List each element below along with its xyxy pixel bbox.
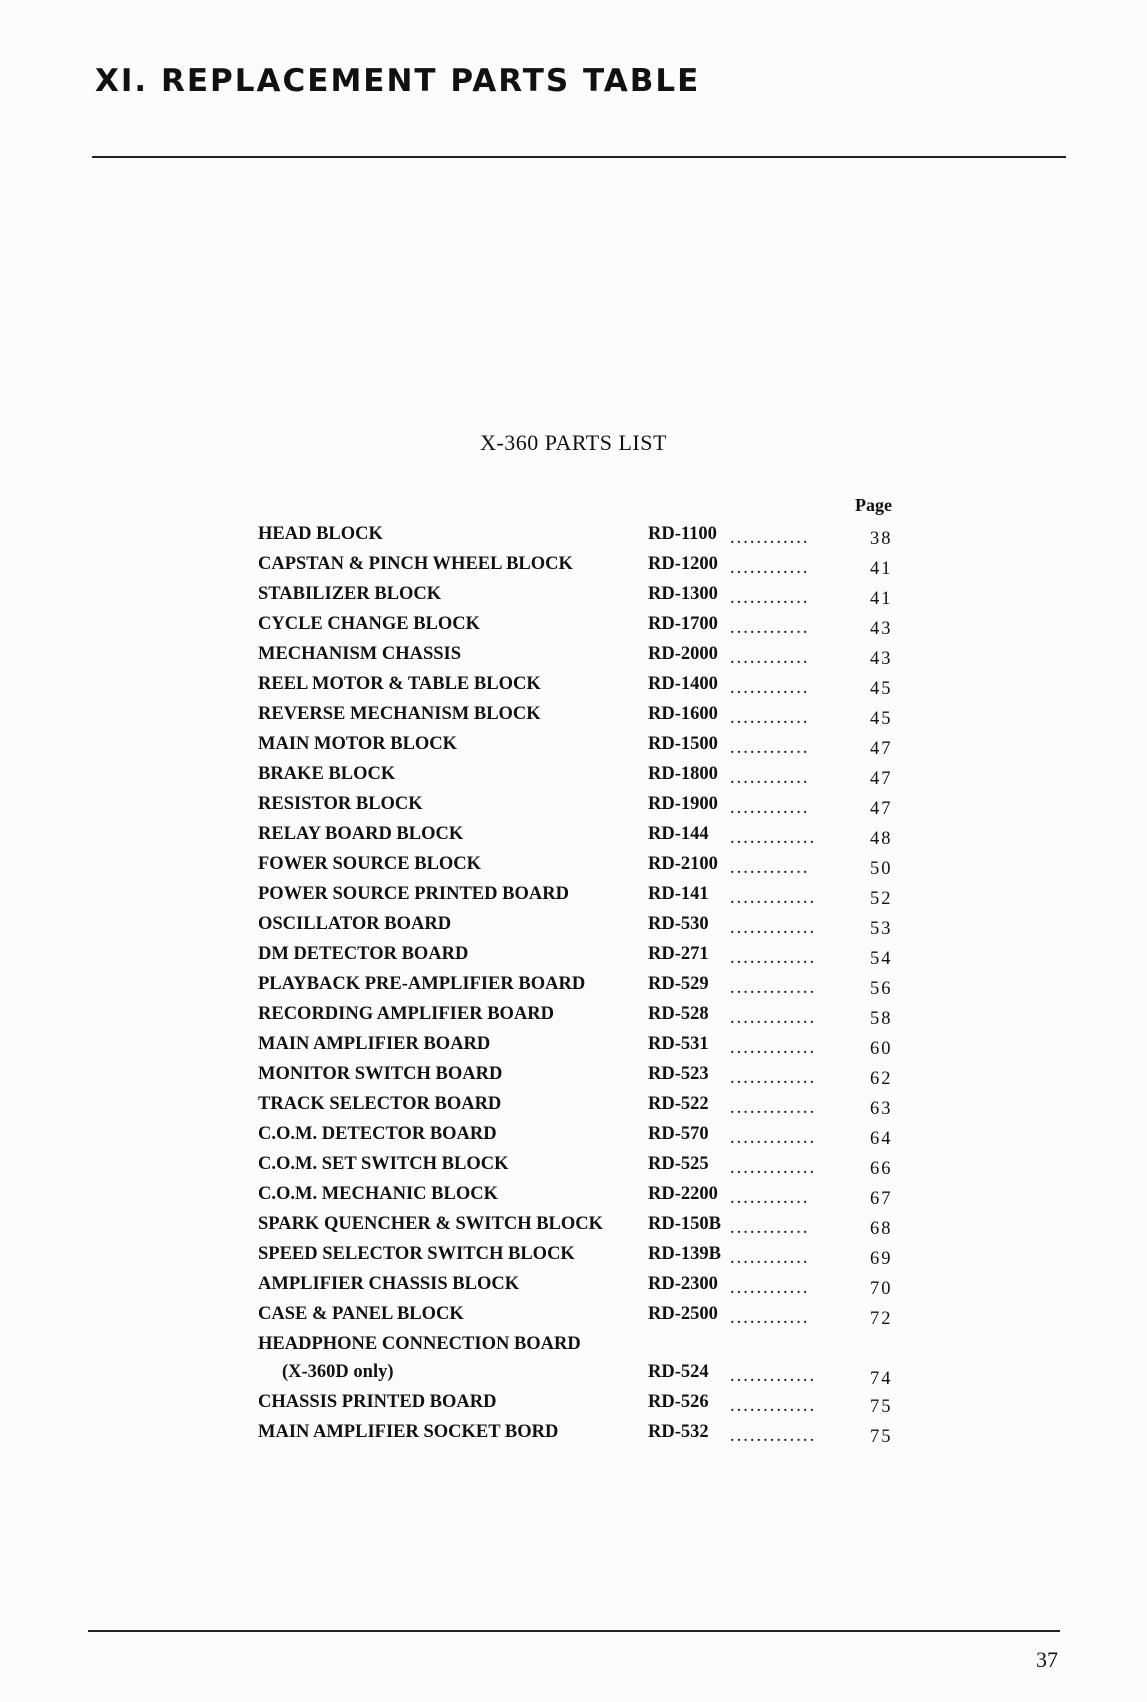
part-name: REVERSE MECHANISM BLOCK: [258, 704, 541, 724]
parts-row: [258, 584, 898, 614]
part-name: HEADPHONE CONNECTION BOARD: [258, 1334, 581, 1354]
part-code: RD-2500: [648, 1304, 718, 1324]
parts-row: [258, 734, 898, 764]
heading-divider: [92, 156, 1066, 158]
part-page: 38: [870, 529, 893, 549]
dot-leader: .............: [730, 1396, 817, 1416]
part-page: 53: [870, 919, 893, 939]
part-code: RD-1500: [648, 734, 718, 754]
parts-list-title: X-360 PARTS LIST: [480, 430, 667, 455]
part-name: MECHANISM CHASSIS: [258, 644, 462, 664]
part-name: CHASSIS PRINTED BOARD: [258, 1392, 497, 1412]
part-code: RD-1900: [648, 794, 718, 814]
part-code: RD-2100: [648, 854, 718, 874]
part-page: 58: [870, 1009, 893, 1029]
part-name: OSCILLATOR BOARD: [258, 914, 452, 934]
part-page: 66: [870, 1159, 893, 1179]
part-code: RD-523: [648, 1064, 709, 1084]
part-code: RD-1300: [648, 584, 718, 604]
dot-leader: .............: [730, 1008, 817, 1028]
dot-leader: .............: [730, 1098, 817, 1118]
parts-row: [258, 1214, 898, 1244]
part-name: PLAYBACK PRE-AMPLIFIER BOARD: [258, 974, 586, 994]
dot-leader: .............: [730, 1038, 817, 1058]
dot-leader: ............: [730, 678, 810, 698]
dot-leader: ............: [730, 1308, 810, 1328]
part-name: CASE & PANEL BLOCK: [258, 1304, 464, 1324]
part-code: RD-531: [648, 1034, 709, 1054]
part-code: RD-1100: [648, 524, 717, 544]
part-code: RD-1700: [648, 614, 718, 634]
parts-row: [258, 794, 898, 824]
part-name: POWER SOURCE PRINTED BOARD: [258, 884, 569, 904]
parts-row: [258, 1034, 898, 1064]
dot-leader: ............: [730, 708, 810, 728]
part-code: RD-1200: [648, 554, 718, 574]
parts-row: [258, 764, 898, 794]
part-code: RD-522: [648, 1094, 709, 1114]
dot-leader: ............: [730, 1218, 810, 1238]
part-name: DM DETECTOR BOARD: [258, 944, 469, 964]
parts-row: [258, 614, 898, 644]
part-code: RD-532: [648, 1422, 709, 1442]
part-page: 64: [870, 1129, 893, 1149]
part-name: CYCLE CHANGE BLOCK: [258, 614, 481, 634]
dot-leader: ............: [730, 1248, 810, 1268]
dot-leader: ............: [730, 798, 810, 818]
part-name: BRAKE BLOCK: [258, 764, 396, 784]
dot-leader: ............: [730, 588, 810, 608]
parts-row: [258, 1064, 898, 1094]
part-code: RD-526: [648, 1392, 709, 1412]
part-page: 56: [870, 979, 893, 999]
part-code: RD-530: [648, 914, 709, 934]
part-name: MONITOR SWITCH BOARD: [258, 1064, 503, 1084]
dot-leader: .............: [730, 1158, 817, 1178]
page-number: 37: [1036, 1647, 1058, 1672]
part-page: 62: [870, 1069, 893, 1089]
part-code: RD-2300: [648, 1274, 718, 1294]
part-page: 60: [870, 1039, 893, 1059]
part-page: 54: [870, 949, 893, 969]
dot-leader: ............: [730, 768, 810, 788]
page-column-header: Page: [855, 495, 892, 515]
dot-leader: .............: [730, 1366, 817, 1386]
part-page: 72: [870, 1309, 893, 1329]
part-code: RD-528: [648, 1004, 709, 1024]
parts-row: [258, 914, 898, 944]
parts-row: [258, 884, 898, 914]
part-name: RELAY BOARD BLOCK: [258, 824, 464, 844]
part-code: RD-150B: [648, 1214, 721, 1234]
part-code: RD-144: [648, 824, 709, 844]
part-name: SPARK QUENCHER & SWITCH BLOCK: [258, 1214, 604, 1234]
part-page: 43: [870, 619, 893, 639]
parts-row: [258, 1422, 898, 1452]
dot-leader: ............: [730, 738, 810, 758]
parts-row: [258, 1244, 898, 1274]
parts-row: [258, 1094, 898, 1124]
part-code: RD-1400: [648, 674, 718, 694]
part-page: 69: [870, 1249, 893, 1269]
part-page: 47: [870, 769, 893, 789]
dot-leader: .............: [730, 828, 817, 848]
part-page: 41: [870, 559, 893, 579]
page-heading: XI. REPLACEMENT PARTS TABLE: [95, 63, 701, 99]
part-name: HEAD BLOCK: [258, 524, 383, 544]
part-code: RD-271: [648, 944, 709, 964]
part-code: RD-529: [648, 974, 709, 994]
parts-row: [258, 944, 898, 974]
part-page: 41: [870, 589, 893, 609]
part-code: RD-141: [648, 884, 709, 904]
part-name: STABILIZER BLOCK: [258, 584, 442, 604]
parts-row: [258, 1304, 898, 1334]
part-code: RD-524: [648, 1362, 709, 1382]
part-code: RD-1800: [648, 764, 718, 784]
parts-row: [258, 554, 898, 584]
part-page: 47: [870, 739, 893, 759]
dot-leader: ............: [730, 648, 810, 668]
dot-leader: ............: [730, 1188, 810, 1208]
part-page: 68: [870, 1219, 893, 1239]
footer-divider: [88, 1630, 1060, 1632]
part-name: TRACK SELECTOR BOARD: [258, 1094, 502, 1114]
part-name-note: (X-360D only): [282, 1362, 394, 1382]
part-page: 67: [870, 1189, 893, 1209]
part-name: RECORDING AMPLIFIER BOARD: [258, 1004, 555, 1024]
part-name: MAIN AMPLIFIER BOARD: [258, 1034, 491, 1054]
part-code: RD-525: [648, 1154, 709, 1174]
parts-row: [258, 824, 898, 854]
part-page: 52: [870, 889, 893, 909]
part-name: FOWER SOURCE BLOCK: [258, 854, 482, 874]
dot-leader: .............: [730, 1426, 817, 1446]
parts-row: [258, 1154, 898, 1184]
parts-row: [258, 1004, 898, 1034]
part-name: RESISTOR BLOCK: [258, 794, 423, 814]
part-code: RD-2200: [648, 1184, 718, 1204]
part-page: 50: [870, 859, 893, 879]
part-name: REEL MOTOR & TABLE BLOCK: [258, 674, 541, 694]
part-name: MAIN MOTOR BLOCK: [258, 734, 458, 754]
parts-row: [258, 1274, 898, 1304]
part-code: RD-1600: [648, 704, 718, 724]
part-page: 47: [870, 799, 893, 819]
part-name: AMPLIFIER CHASSIS BLOCK: [258, 1274, 520, 1294]
part-name: C.O.M. DETECTOR BOARD: [258, 1124, 497, 1144]
part-page: 43: [870, 649, 893, 669]
parts-row: [258, 974, 898, 1004]
parts-row: [258, 854, 898, 884]
dot-leader: ............: [730, 1278, 810, 1298]
part-name: C.O.M. MECHANIC BLOCK: [258, 1184, 498, 1204]
parts-row: [258, 524, 898, 554]
part-code: RD-2000: [648, 644, 718, 664]
part-page: 75: [870, 1427, 893, 1447]
dot-leader: .............: [730, 888, 817, 908]
part-code: RD-139B: [648, 1244, 721, 1264]
part-name: CAPSTAN & PINCH WHEEL BLOCK: [258, 554, 573, 574]
parts-row-headphone: [258, 1334, 898, 1392]
dot-leader: .............: [730, 918, 817, 938]
dot-leader: ............: [730, 528, 810, 548]
part-name: MAIN AMPLIFIER SOCKET BORD: [258, 1422, 559, 1442]
part-page: 45: [870, 709, 893, 729]
parts-row: [258, 1124, 898, 1154]
part-name: SPEED SELECTOR SWITCH BLOCK: [258, 1244, 575, 1264]
parts-row: [258, 1392, 898, 1422]
part-page: 45: [870, 679, 893, 699]
dot-leader: .............: [730, 1128, 817, 1148]
part-name: C.O.M. SET SWITCH BLOCK: [258, 1154, 509, 1174]
parts-row: [258, 644, 898, 674]
part-page: 74: [870, 1369, 893, 1389]
parts-row: [258, 674, 898, 704]
dot-leader: .............: [730, 948, 817, 968]
dot-leader: .............: [730, 978, 817, 998]
part-code: RD-570: [648, 1124, 709, 1144]
dot-leader: .............: [730, 1068, 817, 1088]
parts-list: [258, 524, 898, 1452]
part-page: 70: [870, 1279, 893, 1299]
dot-leader: ............: [730, 618, 810, 638]
part-page: 75: [870, 1397, 893, 1417]
part-page: 63: [870, 1099, 893, 1119]
parts-row: [258, 704, 898, 734]
dot-leader: ............: [730, 858, 810, 878]
parts-row: [258, 1184, 898, 1214]
dot-leader: ............: [730, 558, 810, 578]
part-page: 48: [870, 829, 893, 849]
